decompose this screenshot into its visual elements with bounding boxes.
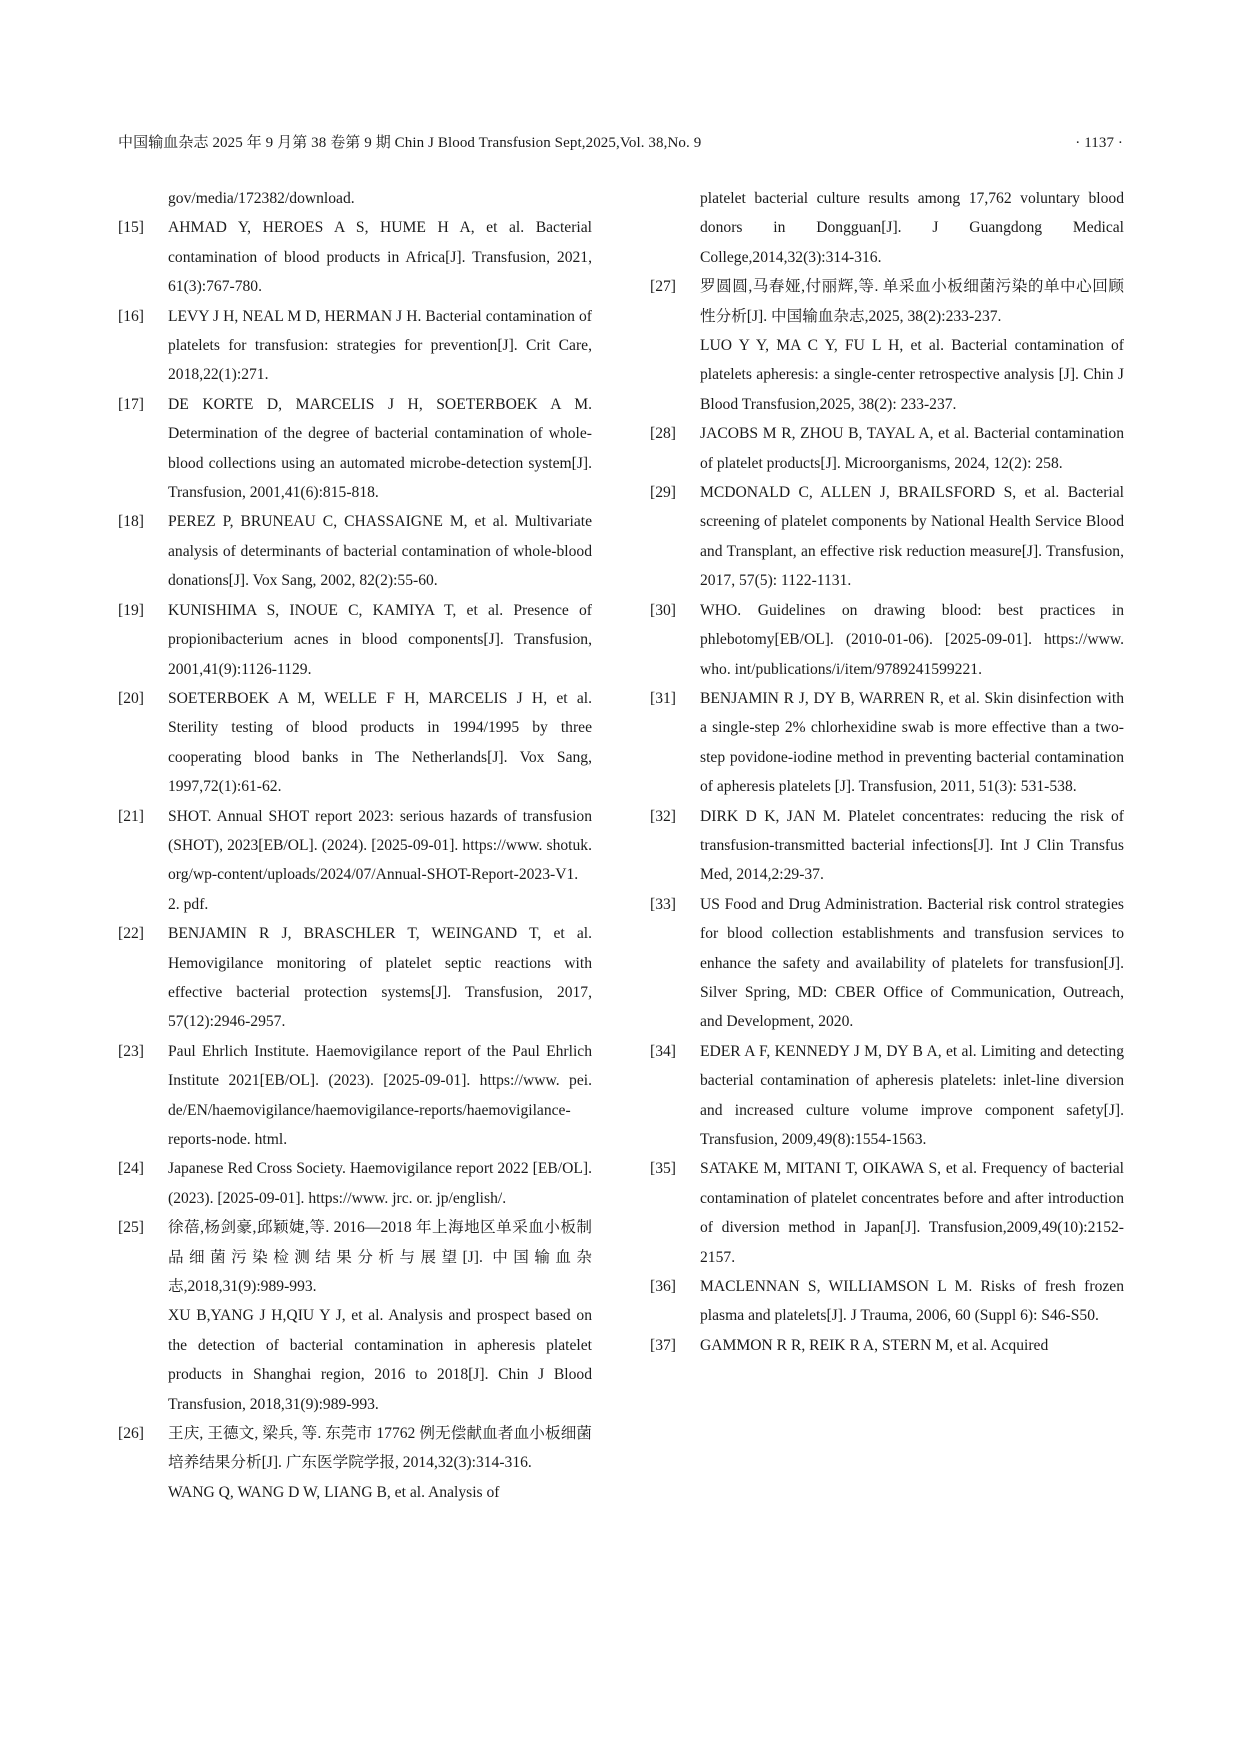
reference-item bbox=[118, 1419, 592, 1507]
reference-text: BENJAMIN R J, BRASCHLER T, WEINGAND T, et al. Hemovigilance monitoring of platelet septic reactions with effective bacterial protection systems[J]. Transfusion, 2017, 57(12):2946-2957. bbox=[168, 925, 592, 1031]
reference-item bbox=[118, 1154, 592, 1213]
reference-text: US Food and Drug Administration. Bacterial risk control strategies for blood collection establishments and transfusion services to enhance the safety and availability of platelets for transfusion[J]. Silver Spring, MD: CBER Office of Communication, Outreach, and Development, 2020. bbox=[700, 895, 1124, 1031]
reference-text: 罗圆圆,马春娅,付丽辉,等. 单采血小板细菌污染的单中心回顾性分析[J]. 中国输血杂志,2025, 38(2):233-237. bbox=[700, 278, 1124, 325]
reference-number: [21] bbox=[118, 807, 144, 825]
reference-number: [22] bbox=[118, 925, 144, 943]
reference-continuation: platelet bacterial culture results among 17,762 voluntary blood donors in Dongguan[J]. J Guangdong Medical College,2014,32(3):314-316. bbox=[700, 190, 1124, 266]
reference-text: Paul Ehrlich Institute. Haemovigilance report of the Paul Ehrlich Institute 2021[EB/OL]. (2023). [2025-09-01]. https://www. pei. de/EN/haemovigilance/haemovigilance-reports/haemovigilance-reports-node. html. bbox=[168, 1042, 592, 1148]
reference-text: SATAKE M, MITANI T, OIKAWA S, et al. Frequency of bacterial contamination of platelet concentrates before and after introduction of diversion method in Japan[J]. Transfusion,2009,49(10):2152-2157. bbox=[700, 1160, 1124, 1266]
reference-item bbox=[118, 802, 592, 920]
reference-english-translation: LUO Y Y, MA C Y, FU L H, et al. Bacterial contamination of platelets apheresis: a single-center retrospective analysis [J]. Chin J Blood Transfusion,2025, 38(2): 233-237. bbox=[700, 337, 1124, 413]
reference-item bbox=[118, 1213, 592, 1419]
reference-item bbox=[650, 802, 1124, 890]
reference-item bbox=[118, 390, 592, 508]
reference-number: [32] bbox=[650, 807, 676, 825]
reference-number: [33] bbox=[650, 895, 676, 913]
reference-item bbox=[650, 596, 1124, 684]
reference-item bbox=[118, 596, 592, 684]
reference-number: [28] bbox=[650, 425, 676, 443]
reference-number: [36] bbox=[650, 1278, 676, 1296]
reference-text: AHMAD Y, HEROES A S, HUME H A, et al. Bacterial contamination of blood products in Africa[J]. Transfusion, 2021, 61(3):767-780. bbox=[168, 219, 592, 296]
reference-item bbox=[650, 419, 1124, 478]
reference-column-right bbox=[650, 184, 1124, 1360]
reference-text: MCDONALD C, ALLEN J, BRAILSFORD S, et al. Bacterial screening of platelet components by National Health Service Blood and Transplant, an effective risk reduction measure[J]. Transfusion, 2017, 57(5): 1122-1131. bbox=[700, 484, 1124, 590]
reference-item bbox=[650, 272, 1124, 419]
reference-text: LEVY J H, NEAL M D, HERMAN J H. Bacterial contamination of platelets for transfusion: strategies for prevention[J]. Crit Care, 2018,22(1):271. bbox=[168, 307, 592, 384]
page-number: · 1137 · bbox=[1075, 135, 1123, 151]
reference-text: WHO. Guidelines on drawing blood: best practices in phlebotomy[EB/OL]. (2010-01-06). [2025-09-01]. https://www. who. int/publications/i/item/9789241599221. bbox=[700, 601, 1124, 678]
reference-english-translation: XU B,YANG J H,QIU Y J, et al. Analysis and prospect based on the detection of bacterial contamination in apheresis platelet products in Shanghai region, 2016 to 2018[J]. Chin J Blood Transfusion, 2018,31(9):989-993. bbox=[168, 1307, 592, 1413]
reference-item bbox=[650, 478, 1124, 596]
reference-item bbox=[650, 1037, 1124, 1155]
reference-item bbox=[650, 684, 1124, 802]
reference-item bbox=[650, 890, 1124, 1037]
reference-column-left bbox=[118, 184, 592, 1507]
reference-number: [37] bbox=[650, 1336, 676, 1354]
reference-text: MACLENNAN S, WILLIAMSON L M. Risks of fresh frozen plasma and platelets[J]. J Trauma, 2006, 60 (Suppl 6): S46-S50. bbox=[700, 1278, 1124, 1325]
reference-item bbox=[118, 919, 592, 1037]
reference-number: [26] bbox=[118, 1425, 144, 1443]
reference-text: BENJAMIN R J, DY B, WARREN R, et al. Skin disinfection with a single-step 2% chlorhexidine swab is more effective than a two-step povidone-iodine method in preventing bacterial contamination of apheresis platelets [J]. Transfusion, 2011, 51(3): 531-538. bbox=[700, 689, 1124, 796]
reference-item bbox=[118, 1037, 592, 1155]
reference-number: [24] bbox=[118, 1160, 144, 1178]
reference-number: [15] bbox=[118, 219, 144, 237]
reference-number: [19] bbox=[118, 601, 144, 619]
reference-number: [18] bbox=[118, 513, 144, 531]
reference-english-translation: WANG Q, WANG D W, LIANG B, et al. Analysis of bbox=[168, 1483, 500, 1501]
reference-text: DE KORTE D, MARCELIS J H, SOETERBOEK A M. Determination of the degree of bacterial contamination of whole-blood collections using an automated microbe-detection system[J]. Transfusion, 2001,41(6):815-818. bbox=[168, 395, 592, 502]
reference-item bbox=[650, 1331, 1124, 1360]
reference-text: SOETERBOEK A M, WELLE F H, MARCELIS J H, et al. Sterility testing of blood products in 1994/1995 by three cooperating blood banks in The Netherlands[J]. Vox Sang, 1997,72(1):61-62. bbox=[168, 689, 592, 796]
reference-text: KUNISHIMA S, INOUE C, KAMIYA T, et al. Presence of propionibacterium acnes in blood components[J]. Transfusion, 2001,41(9):1126-1129. bbox=[168, 601, 592, 678]
reference-number: [25] bbox=[118, 1219, 144, 1237]
reference-item bbox=[650, 1154, 1124, 1272]
reference-text: Japanese Red Cross Society. Haemovigilance report 2022 [EB/OL]. (2023). [2025-09-01]. https://www. jrc. or. jp/english/. bbox=[168, 1160, 592, 1207]
reference-number: [34] bbox=[650, 1042, 676, 1060]
reference-continuation: gov/media/172382/download. bbox=[168, 190, 355, 207]
reference-text: 徐蓓,杨剑豪,邱颖婕,等. 2016—2018 年上海地区单采血小板制品细菌污染检测结果分析与展望[J]. 中国输血杂志,2018,31(9):989-993. bbox=[168, 1219, 592, 1296]
reference-number: [23] bbox=[118, 1042, 144, 1060]
reference-text: GAMMON R R, REIK R A, STERN M, et al. Acquired bbox=[700, 1336, 1049, 1354]
reference-item bbox=[118, 213, 592, 301]
reference-number: [31] bbox=[650, 689, 676, 707]
reference-number: [20] bbox=[118, 689, 144, 707]
reference-number: [17] bbox=[118, 395, 144, 413]
reference-number: [16] bbox=[118, 307, 144, 325]
reference-text: 王庆, 王德文, 梁兵, 等. 东莞市 17762 例无偿献血者血小板细菌培养结果分析[J]. 广东医学院学报, 2014,32(3):314-316. bbox=[168, 1425, 592, 1472]
reference-item bbox=[118, 684, 592, 802]
reference-text: DIRK D K, JAN M. Platelet concentrates: reducing the risk of transfusion-transmitted bacterial infections[J]. Int J Clin Transfus Med, 2014,2:29-37. bbox=[700, 807, 1124, 884]
reference-text: JACOBS M R, ZHOU B, TAYAL A, et al. Bacterial contamination of platelet products[J]. Microorganisms, 2024, 12(2): 258. bbox=[700, 425, 1124, 472]
reference-number: [27] bbox=[650, 278, 676, 296]
reference-number: [35] bbox=[650, 1160, 676, 1178]
reference-number: [29] bbox=[650, 484, 676, 502]
reference-item bbox=[650, 1272, 1124, 1331]
journal-citation-header: 中国输血杂志 2025 年 9 月第 38 卷第 9 期 Chin J Blood Transfusion Sept,2025,Vol. 38,No. 9 bbox=[118, 135, 702, 151]
reference-item bbox=[118, 507, 592, 595]
reference-text: EDER A F, KENNEDY J M, DY B A, et al. Limiting and detecting bacterial contamination of apheresis platelets: inlet-line diversion and increased culture volume improve component safety[J]. Transfusion, 2009,49(8):1554-1563. bbox=[700, 1042, 1124, 1148]
reference-item bbox=[118, 302, 592, 390]
reference-number: [30] bbox=[650, 601, 676, 619]
reference-text: SHOT. Annual SHOT report 2023: serious hazards of transfusion (SHOT), 2023[EB/OL]. (2024). [2025-09-01]. https://www. shotuk. org/wp-content/uploads/2024/07/Annual-SHOT-Report-2023-V1. 2. pdf. bbox=[168, 807, 592, 913]
reference-text: PEREZ P, BRUNEAU C, CHASSAIGNE M, et al. Multivariate analysis of determinants of bacterial contamination of whole-blood donations[J]. Vox Sang, 2002, 82(2):55-60. bbox=[168, 513, 592, 590]
